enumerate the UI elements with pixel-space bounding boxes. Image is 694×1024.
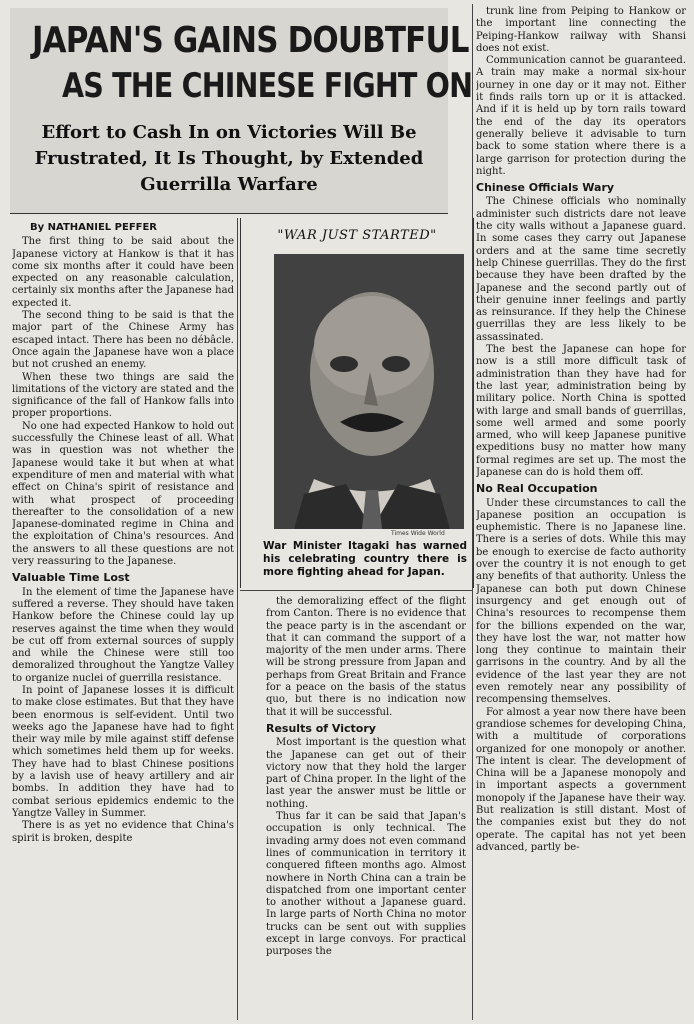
paragraph: The second thing to be said is that the major part of the Chinese Army has escaped intact. There has been no débâcle. Once again the Japanese have won a place but not crushed an enemy. (12, 310, 234, 371)
paragraph: In the element of time the Japanese have suffered a reverse. They should have taken Hankow before the Chinese could lay up reserves against the time when they would be cut off from external sources of supply and while the Chinese were still too demoralized throughout the Yangtze Valley to organize nuclei of guerrilla resistance. (12, 586, 234, 684)
column-rule (472, 4, 473, 1020)
byline: By NATHANIEL PEFFER (30, 222, 158, 233)
paragraph: There is as yet no evidence that China's spirit is broken, despite (12, 820, 234, 844)
headline-line-2: AS THE CHINESE FIGHT ON (62, 66, 473, 106)
paragraph: For almost a year now there have been grandiose schemes for developing China, with a multitude of corporations organized for one monopoly or another. The intent is clear. The development of China will be a Japanese monopoly and in important aspects a government monopoly if the Japanese have their way. But realization is still distant. Most of the companies exist but they do not operate. The capital has not yet been advanced, partly be- (476, 706, 686, 853)
subheadline-deck: Effort to Cash In on Victories Will Be Frustrated, It Is Thought, by Extended Guerrilla Warfare (34, 122, 424, 195)
paragraph: No one had expected Hankow to hold out successfully the Chinese least of all. What was in question was not whether the Japanese would take it but when at what expenditure of men and material with what effect on China's spirit of resistance and with what prospect of proceeding thereafter to the consolidation of a new Japanese-dominated regime in China and the exploitation of China's resources. And the answers to all these questions are not very reassuring to the Japanese. (12, 420, 234, 568)
paragraph: Thus far it can be said that Japan's occupation is only technical. The invading army does not even command lines of communication in territory it conquered fifteen months ago. Almost nowhere in North China can a train be dispatched from one important center to another without a Japanese guard. In large parts of North China no motor trucks can be sent out with supplies except in large convoys. For practical purposes the (266, 811, 466, 958)
photo-credit: Times Wide World (391, 530, 445, 537)
headline-line-1: JAPAN'S GAINS DOUBTFUL (32, 20, 469, 61)
subheading: Valuable Time Lost (12, 571, 130, 585)
paragraph: When these two things are said the limitations of the victory are stated and the significance of the fall of Hankow falls into proper proportions. (12, 371, 234, 420)
paragraph: Most important is the question what the Japanese can get out of their victory now that they hold the larger part of China proper. In the light of the last year the answer must be little or nothing. (266, 737, 466, 810)
column-1 (12, 222, 234, 1020)
photo-title: "WAR JUST STARTED" (277, 228, 437, 243)
subheading: Results of Victory (266, 721, 376, 735)
paragraph: Communication cannot be guaranteed. A train may make a normal six-hour journey in one day or it may not. Either it finds rails torn up or it is attacked. And if it is held up by torn rails toward the end of the day its operators generally believe it advisable to turn back to some station where there is a large garrison for protection during the night. (476, 55, 686, 177)
subheading: No Real Occupation (476, 482, 598, 496)
column-2 (266, 596, 466, 1020)
column-rule (237, 218, 238, 1020)
paragraph: The Chinese officials who nominally administer such districts dare not leave the city walls without a Japanese guard. In some cases they carry out Japanese orders and at the same time secretly help Chinese guerrillas. They do the first because they have been drafted by the Japanese and the second partly out of their genuine inner feelings and partly as reinsurance. If they help the Chinese guerrillas they are less likely to be assassinated. (476, 196, 686, 343)
section-rule (240, 590, 472, 591)
portrait-photo (274, 254, 464, 529)
paragraph: The first thing to be said about the Japanese victory at Hankow is that it has come six months after it could have been expected on any reasonable calculation, certainly six months after the Japanese had expected it. (12, 236, 234, 309)
paragraph: The best the Japanese can hope for now is a still more difficult task of administration than they have had for the last year, administration being by military police. North China is spotted with large and small bands of guerrillas, some well armed and some poorly armed, who will keep Japanese punitive expeditions busy no matter how many formal regimes are set up. The most the Japanese can do is hold them off. (476, 344, 686, 478)
headline-block (10, 8, 473, 214)
photo-caption: War Minister Itagaki has warned his celebrating country there is more fighting ahead for Japan. (263, 540, 467, 578)
photo-panel (240, 218, 474, 588)
paragraph: trunk line from Peiping to Hankow or the important line connecting the Peiping-Hankow railway with Shansi does not exist. (476, 6, 686, 54)
paragraph: In point of Japanese losses it is difficult to make close estimates. But that they have been enormous is self-evident. Until two weeks ago the Japanese have had to fight their way mile by mile against stiff defense which sometimes held them up for weeks. They have had to blast Chinese positions by a lavish use of heavy artillery and air bombs. In addition they have had to combat serious epidemics endemic to the Yangtze Valley in Summer. (12, 684, 234, 819)
subheading: Chinese Officials Wary (476, 181, 615, 195)
column-3 (476, 6, 686, 1020)
paragraph: the demoralizing effect of the flight from Canton. There is no evidence that the peace party is in the ascendant or that it can command the support of a majority of the men under arms. There will be strong pressure from Japan and perhaps from Great Britain and France for a peace on the basis of the status quo, but there is no indication now that it will be successful. (266, 596, 466, 718)
portrait-image (274, 254, 464, 529)
paragraph: Under these circumstances to call the Japanese position an occupation is euphemistic. There is no Japanese line. There is a series of dots. While this may be enough to exercise de facto authority over the country it is not enough to get any benefits of that authority. Unless the Japanese can both put down Chinese insurgency and get enough out of China's resources to recompense them for the billions expended on the war, they have lost the war, not matter how long they continue to maintain their garrisons in the country. And by all the evidence of the last year they are not even remotely near any possibility of recompensing themselves. (476, 497, 686, 706)
